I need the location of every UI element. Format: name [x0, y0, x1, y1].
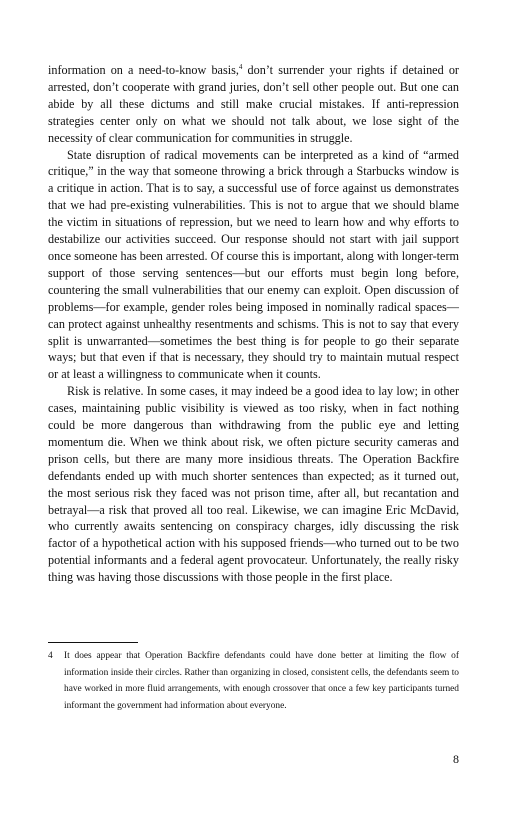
paragraph-1 [48, 62, 459, 147]
paragraph-1-rest: don’t surrender your rights if detained or arrested, don’t cooperate with grand juries, don’t sell other people out. But one can abide by all these dictums and still make crucial mistakes. If anti-repression strategies center only on what we should not talk about, we lose sight of the necessity of clear communication for communities in struggle. [48, 63, 459, 145]
footnote-text: It does appear that Operation Backfire defendants could have done better at limiting the flow of information inside their circles. Rather than organizing in closed, consistent cells, the defendants seem to have worked in more fluid arrangements, with enough crossover that once a few key participants turned informant the government had information about everyone. [64, 651, 459, 712]
main-text [48, 62, 459, 586]
page-number: 8 [453, 752, 459, 766]
paragraph-1-start: information on a need-to-know basis, [48, 63, 239, 77]
footnote-reference[interactable]: 4 [238, 62, 243, 71]
paragraph-3: Risk is relative. In some cases, it may indeed be a good idea to lay low; in other cases, maintaining public visibility is viewed as too risky, when in fact nothing could be more dangerous than withdrawing from the public eye and letting momentum die. When we think about risk, we often picture security cameras and prison cells, but there are many more insidious threats. The Operation Backfire defendants ended up with much shorter sentences than expected; as it turned out, the most serious risk they faced was not prison time, after all, but recantation and betrayal—a risk that proved all too real. Likewise, we can imagine Eric McDavid, who currently awaits sentencing on conspiracy charges, idly discussing the risk factor of a hypothetical action with his supposed friends—who turned out to be two potential informants and a federal agent provocateur. Unfortunately, the really risky thing was having those discussions with those people in the first place. [48, 384, 459, 585]
footnote [48, 648, 459, 715]
footnote-divider [48, 642, 138, 643]
paragraph-2: State disruption of radical movements can be interpreted as a kind of “armed critique,” in the way that someone throwing a brick through a Starbucks window is a critique in action. That is to say, a successful use of force against us demonstrates that we had pre-existing vulnerabilities. This is not to argue that we should blame the victim in situations of repression, but we need to learn how and why efforts to destabilize our activities succeed. Our response should not start with jail support once someone has been arrested. Of course this is important, along with longer-term support of those serving sentences—but our efforts must begin long before, countering the small vulnerabilities that our enemy can exploit. Open discussion of problems—for example, gender roles being imposed in nominally radical spaces—can protect against unhealthy resentments and schisms. This is not to say that every split is unwarranted—sometimes the best thing is for people to go their separate ways; but that even if that is necessary, they should try to maintain mutual respect or at least a willingness to communicate when it counts. [48, 147, 459, 382]
footnote-number: 4 [48, 651, 53, 661]
